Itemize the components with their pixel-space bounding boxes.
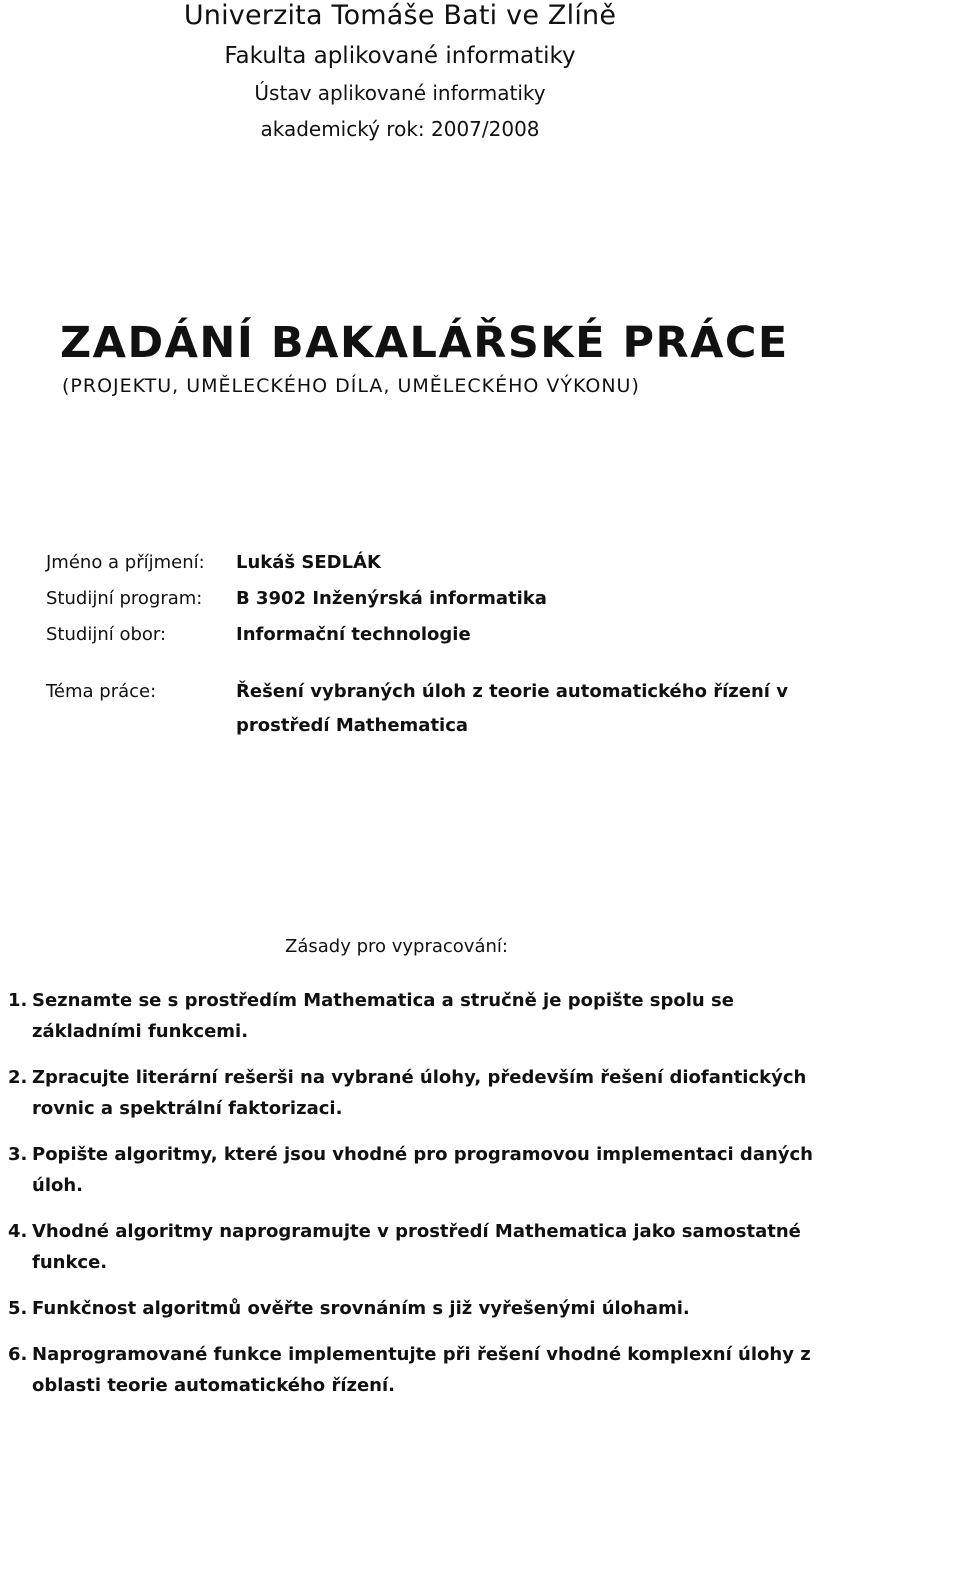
document-title: ZADÁNÍ BAKALÁŘSKÉ PRÁCE [60, 318, 789, 368]
item-number: 5. [8, 1298, 28, 1319]
list-item [8, 1216, 838, 1278]
list-item [8, 1062, 838, 1124]
item-text: Vhodné algoritmy naprogramujte v prostředí Mathematica jako samostatné funkce. [32, 1221, 801, 1273]
topic-value: Řešení vybraných úloh z teorie automatického řízení v prostředí Mathematica [236, 681, 788, 736]
field-row [46, 617, 886, 653]
program-value: B 3902 Inženýrská informatika [236, 588, 547, 609]
name-value: Lukáš SEDLÁK [236, 552, 381, 573]
field-label: Studijní obor: [46, 624, 167, 645]
list-item [8, 985, 838, 1047]
item-text: Popište algoritmy, které jsou vhodné pro programovou implementaci daných úloh. [32, 1144, 813, 1196]
field-value: Informační technologie [236, 624, 471, 645]
item-number: 2. [8, 1067, 28, 1088]
item-number: 3. [8, 1144, 28, 1165]
program-label: Studijní program: [46, 588, 203, 609]
item-number: 4. [8, 1221, 28, 1242]
item-text: Seznamte se s prostředím Mathematica a stručně je popište spolu se základními funkcemi. [32, 990, 734, 1042]
principles-heading: Zásady pro vypracování: [285, 936, 508, 957]
item-number: 6. [8, 1344, 28, 1365]
name-label: Jméno a příjmení: [46, 552, 205, 573]
document-header [160, 0, 640, 142]
item-text: Naprogramované funkce implementujte při řešení vhodné komplexní úlohy z oblasti teorie automatického řízení. [32, 1344, 811, 1396]
item-number: 1. [8, 990, 28, 1011]
topic-label: Téma práce: [46, 681, 157, 702]
item-text: Funkčnost algoritmů ověřte srovnáním s již vyřešenými úlohami. [32, 1298, 690, 1319]
academic-year: akademický rok: 2007/2008 [260, 117, 540, 141]
name-row [46, 545, 886, 581]
student-info [46, 545, 886, 743]
faculty-name: Fakulta aplikované informatiky [224, 43, 576, 69]
document-subtitle: (PROJEKTU, UMĚLECKÉHO DÍLA, UMĚLECKÉHO VÝKONU) [62, 375, 640, 397]
institute-name: Ústav aplikované informatiky [254, 81, 546, 105]
university-name: Univerzita Tomáše Bati ve Zlíně [183, 0, 617, 31]
principles-list [8, 985, 838, 1416]
program-row [46, 581, 886, 617]
list-item [8, 1339, 838, 1401]
list-item [8, 1293, 838, 1324]
list-item [8, 1139, 838, 1201]
item-text: Zpracujte literární rešerši na vybrané úlohy, především řešení diofantických rovnic a spektrální faktorizaci. [32, 1067, 807, 1119]
topic-row [46, 675, 886, 743]
